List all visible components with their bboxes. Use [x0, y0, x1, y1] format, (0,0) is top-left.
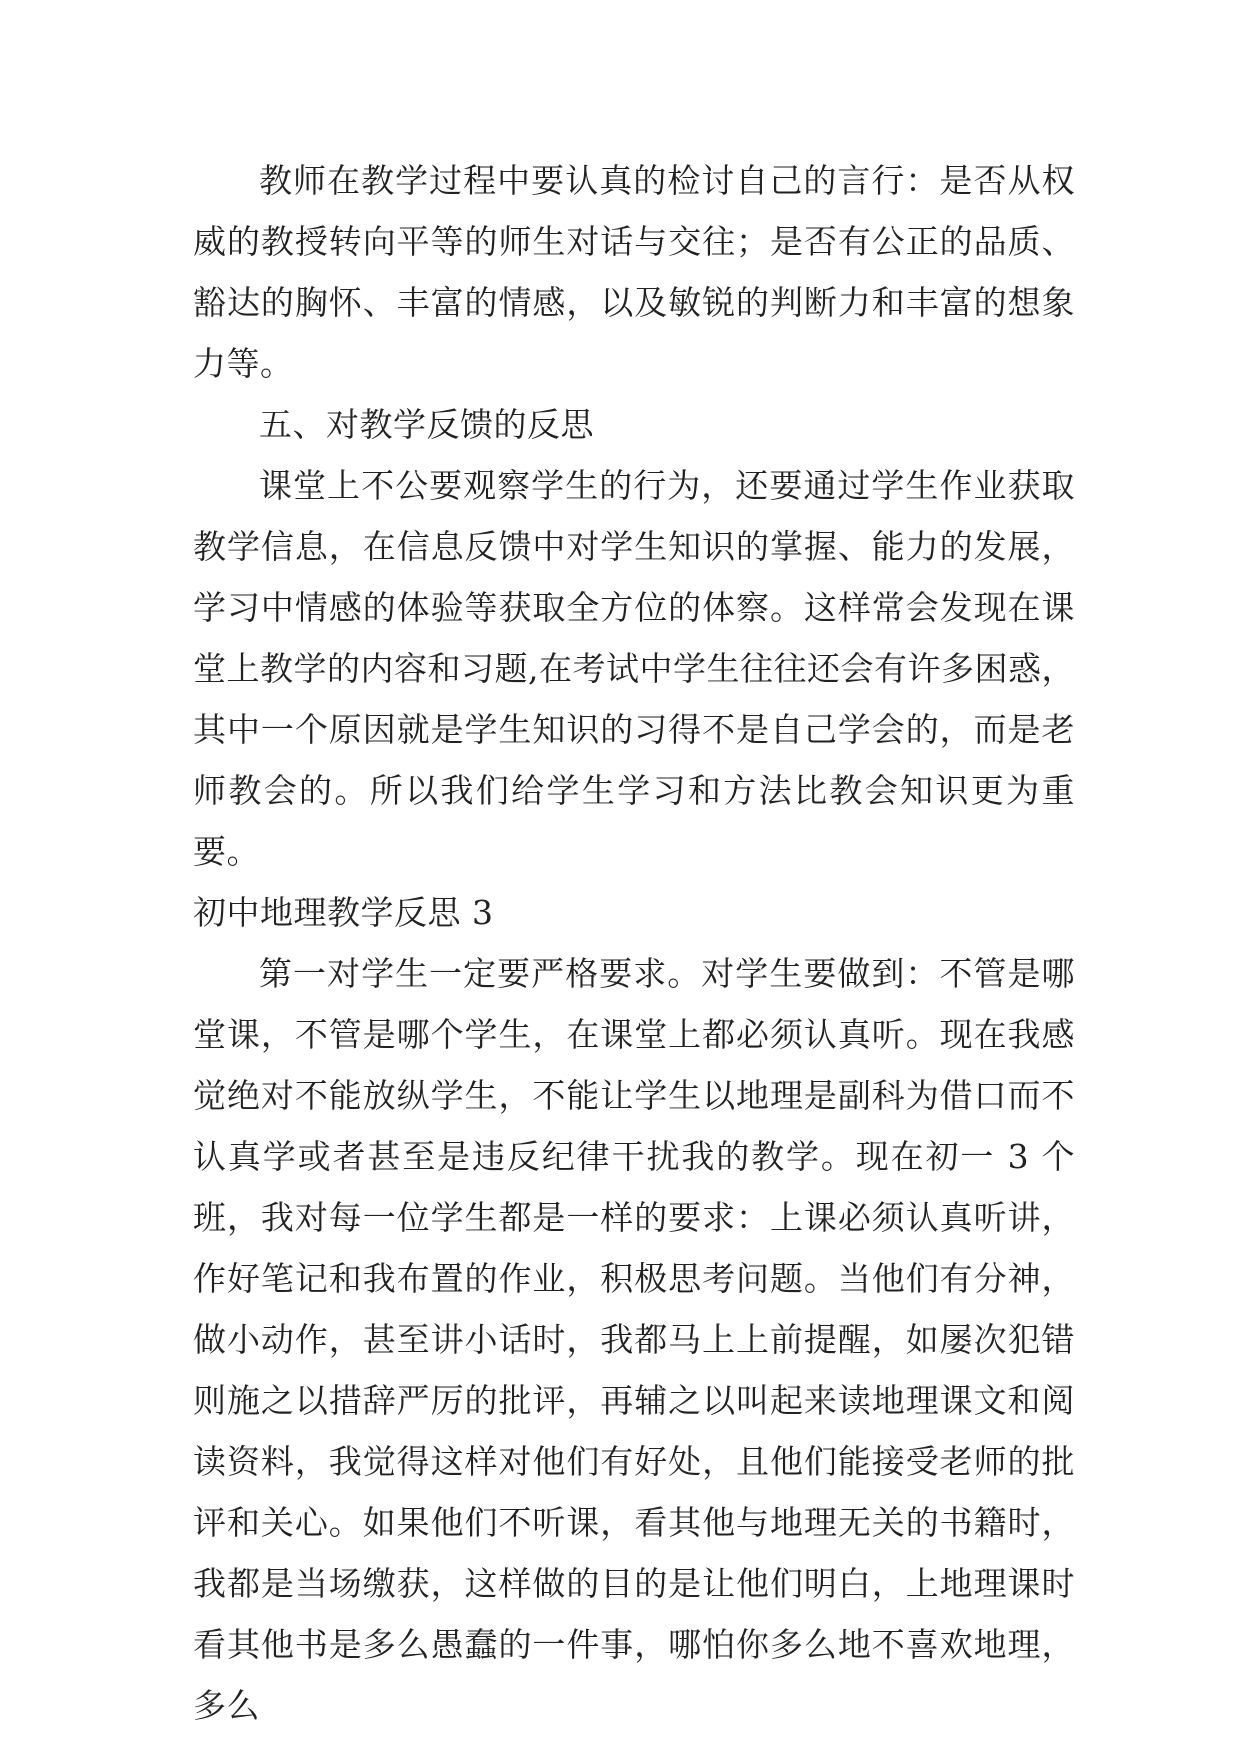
article-title-3: 初中地理教学反思 3 — [193, 893, 494, 932]
paragraph-teacher-self-review: 教师在教学过程中要认真的检讨自己的言行：是否从权威的教授转向平等的师生对话与交往；是否有公正的品质、豁达的胸怀、丰富的情感，以及敏锐的判断力和丰富的想象力等。 — [193, 161, 1075, 383]
paragraph-strict-requirements: 第一对学生一定要严格要求。对学生要做到：不管是哪堂课，不管是哪个学生，在课堂上都必须认真听。现在我感觉绝对不能放纵学生，不能让学生以地理是副科为借口而不认真学或者甚至是违反纪律干扰我的教学。现在初一 3 个班，我对每一位学生都是一样的要求：上课必须认真听讲，作好笔记和我布置的作业，积极思考问题。当他们有分神，做小动作，甚至讲小话时，我都马上上前提醒，如屡次犯错则施之以措辞严厉的批评，再辅之以叫起来读地理课文和阅读资料，我觉得这样对他们有好处，且他们能接受老师的批评和关心。如果他们不听课，看其他与地理无关的书籍时，我都是当场缴获，这样做的目的是让他们明白，上地理课时看其他书是多么愚蠢的一件事，哪怕你多么地不喜欢地理，多么 — [193, 954, 1075, 1725]
paragraph-feedback-reflection: 课堂上不公要观察学生的行为，还要通过学生作业获取教学信息，在信息反馈中对学生知识的掌握、能力的发展，学习中情感的体验等获取全方位的体察。这样常会发现在课堂上教学的内容和习题,在考试中学生往往还会有许多困惑，其中一个原因就是学生知识的习得不是自己学会的，而是老师教会的。所以我们给学生学习和方法比教会知识更为重要。 — [193, 466, 1075, 871]
section-heading-five: 五、对教学反馈的反思 — [259, 405, 594, 444]
document-body — [193, 150, 1075, 1736]
